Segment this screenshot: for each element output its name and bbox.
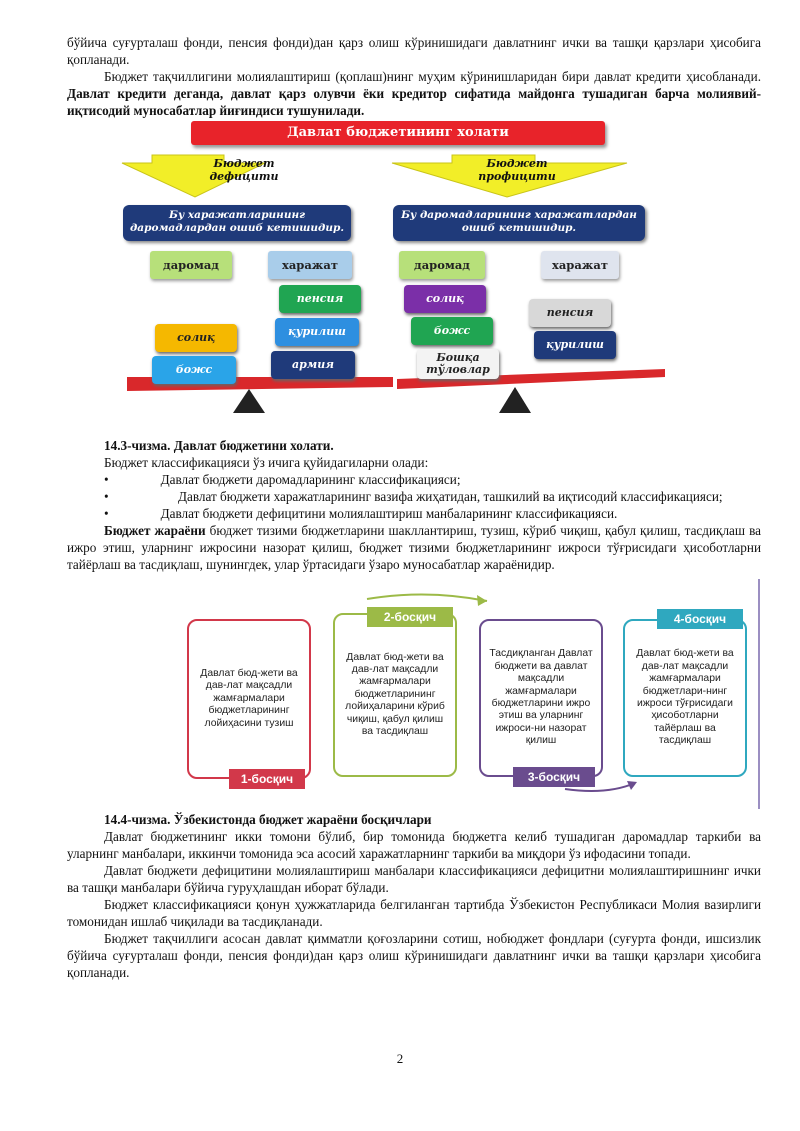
left-construction-tile: қурилиш [275,318,359,346]
stage-3-box: Тасдиқланган Давлат бюджети ва давлат мақсадли жамғармалари бюджетларини ижро этиш ва уларнинг ижроси-ни назорат қилиш [479,619,603,777]
right-pension-tile: пенсия [529,299,611,327]
bullet-text-1: Давлат бюджети даромадларининг классификацияси; [160,472,461,487]
paragraph-6: Давлат бюджети дефицитини молиялаштириш манбалари классификацияси дефицитни молиялаштиришнинг ички ва ташқи манбалари бўйича гуруҳлашдан иборат бўлади. [67,863,761,895]
left-tax-tile: солиқ [155,324,237,352]
paragraph-3: Бюджет классификацияси ўз ичига қуйидагиларни олади: [104,455,429,470]
paragraph-2-definition: Давлат кредити деганда, давлат қарз олувчи ёки кредитор сифатида майдонга тушадиган барча молиявий-иқтисодий муносабатлар йиғиндиси тушунилади. [67,86,761,118]
stage-4-box: Давлат бюд-жети ва дав-лат мақсадли жамғармалари бюджетлари-нинг ижроси тўғрисидаги ҳисоботларни тайёрлаш ва тасдиқлаш [623,619,747,777]
bullet-text-2: Давлат бюджети харажатларининг вазифа жиҳатидан, ташкилий ва иқтисодий классификацияси; [178,489,723,504]
right-expense-header: харажат [541,251,619,279]
stage-1-box: Давлат бюд-жети ва дав-лат мақсадли жамғармалари бюджетларининг лойиҳасини тузиш [187,619,311,779]
budget-state-banner: Давлат бюджетининг холати [191,121,605,145]
budget-state-figure [67,121,761,435]
deficit-label: Бюджет дефицити [209,157,279,183]
stage-4-tag: 4-босқич [657,609,743,629]
arrow-stage-2-to-3 [367,594,487,601]
figure-14-3-caption: 14.3-чизма. Давлат бюджетини холати. [104,438,334,453]
left-duty-tile: божс [152,356,236,384]
arrow-head [477,595,487,606]
figure-14-4-caption: 14.4-чизма. Ўзбекистонда бюджет жараёни босқичлари [104,812,432,827]
document-page [67,34,761,981]
bullet-dot: • [104,506,109,521]
stage-3-tag: 3-босқич [513,767,595,787]
left-army-tile: армия [271,351,355,379]
right-income-header: даромад [399,251,485,279]
right-construction-tile: қурилиш [534,331,616,359]
stage-1-tag: 1-босқич [229,769,305,789]
right-fulcrum [499,387,531,413]
surplus-label: Бюджет профицити [478,157,556,183]
right-other-payments-tile: Бошқа тўловлар [417,349,499,379]
paragraph-2-text: Бюджет тақчиллигини молиялаштириш (қоплаш)нинг муҳим кўринишларидан бири давлат кредити ҳисобланади. [104,69,761,84]
left-pension-tile: пенсия [279,285,361,313]
bullet-text-3: Давлат бюджети дефицитини молиялаштириш манбаларининг классификацияси. [160,506,618,521]
budget-process-figure [67,579,761,811]
surplus-description: Бу даромадларининг харажатлардан ошиб кетишидир. [393,205,645,241]
paragraph-2 [67,68,761,119]
bullet-dot: • [104,472,109,487]
left-expense-header: харажат [268,251,352,279]
paragraph-1: бўйича суғурталаш фонди, пенсия фонди)дан қарз олиш кўринишидаги давлатнинг ички ва ташқи қарзлари ҳисобига қопланади. [67,35,761,67]
paragraph-8: Бюджет тақчиллиги асосан давлат қимматли қоғозларини сотиш, нобюджет фондлари (суғурта фонди, ишсизлик бўйича суғурталаш фонди, пенсия фонди)дан қарз олиш кўринишидаги давлатнинг ички ва ташқи қарзлари ҳисобига қопланади. [67,931,761,980]
deficit-description: Бу харажатларининг даромадлардан ошиб кетишидир. [123,205,351,241]
right-tax-tile: солиқ [404,285,486,313]
paragraph-4 [67,522,761,573]
left-income-header: даромад [150,251,232,279]
paragraph-5: Давлат бюджетининг икки томони бўлиб, бир томонида бюджетга келиб тушадиган даромадлар таркиби ва уларнинг манбалари, иккинчи томонида эса асосий харажатларнинг таркиби ва миқдори ўз ифодасини топади. [67,829,761,861]
paragraph-7: Бюджет классификацияси қонун ҳужжатларида белгиланган тартибда Ўзбекистон Республикаси Молия вазирлиги томонидан ишлаб чиқилади ва тасдиқланади. [67,897,761,929]
bullet-dot: • [104,489,109,504]
budget-process-term: Бюджет жараёни [104,523,206,538]
bullet-item-1 [67,471,761,488]
page-number: 2 [396,1051,404,1066]
left-fulcrum [233,389,265,413]
budget-process-definition: бюджет тизими бюджетларини шакллантириш, тузиш, кўриб чиқиш, қабул қилиш, тасдиқлаш ва ижро этиш, уларнинг ижросини назорат қилиш, бюджет тизими бюджетларининг ижроси тўғрисидаги ҳисоботларни тайёрлаш ва тасдиқлаш, шунингдек, улар ўртасидаги ўзаро муносабатлар жараёнидир. [67,523,761,572]
right-duty-tile: божс [411,317,493,345]
stage-2-box: Давлат бюд-жети ва дав-лат мақсадли жамғармалари бюджетларининг лойиҳаларини кўриб чиқиш, қабул қилиш ва тасдиқлаш [333,613,457,777]
bullet-item-3 [67,505,761,522]
stage-2-tag: 2-босқич [367,607,453,627]
